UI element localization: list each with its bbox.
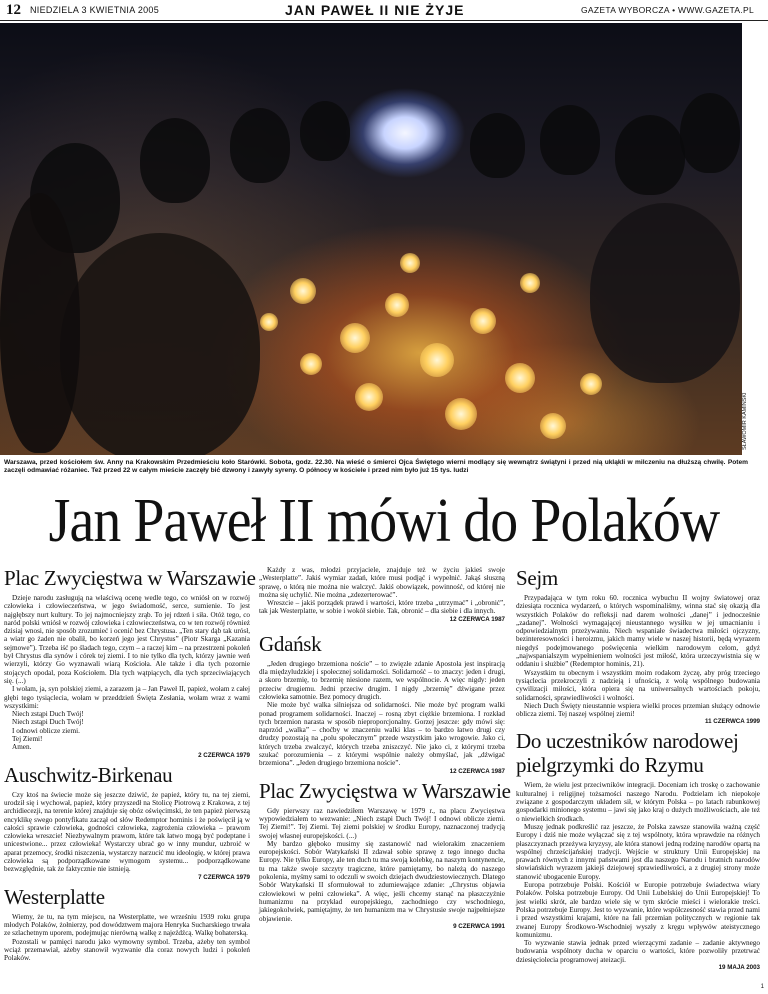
section-heading: Auschwitz-Birkenau — [4, 762, 173, 787]
quote-line: I odnowi oblicze ziemi. — [12, 726, 80, 735]
paragraph: Każdy z was, młodzi przyjaciele, znajduje też w życiu jakieś swoje „Westerplatte”. Jakiś wymiar zadań, które musi podjąć i wypełnić. Jakąś słuszną sprawę, o którą nie można nie walczyć. Jakiś obowiązek, powinność, od której nie można się uchylić. Nie można „zdezerterować”. — [259, 566, 505, 599]
section-heading: Do uczestników narodowej pielgrzymki do Rzymu — [516, 729, 739, 778]
section-title: JAN PAWEŁ II NIE ŻYJE — [285, 2, 465, 18]
speech-date: 9 CZERWCA 1991 — [453, 922, 505, 930]
paragraph: „Jeden drugiego brzemiona noście” – to zwięzłe zdanie Apostoła jest inspiracją dla międzyludzkiej i społecznej solidarności. Solidarność – to znaczy: jeden i drugi, a skoro brzemię, to brzemię niesione razem, we wspólnocie. A więc nigdy: jeden przeciw drugiemu. Jedni przeciw drugim. I nigdy „brzemię” dźwigane przez człowieka samotnie. Bez pomocy drugich. — [259, 659, 505, 701]
page-header — [0, 0, 768, 21]
speech-date: 12 CZERWCA 1987 — [449, 615, 505, 623]
page-tail-number: 1 — [760, 984, 764, 990]
paragraph: Gdy pierwszy raz nawiedziłem Warszawę w 1979 r., na placu Zwycięstwa wypowiedziałem to wezwanie: „Niech zstąpi Duch Twój! I odnowi oblicze ziemi. Tej Ziemi!”. Tej Ziemi. Tej ziemi polskiej w środku Europy, naznaczonej tradycją swojej własnej europejskości. (...) — [259, 806, 505, 840]
photo-caption: Warszawa, przed kościołem św. Anny na Krakowskim Przedmieściu koło Starówki. Sobota, godz. 22.30. Na wieść o śmierci Ojca Świętego wierni modlący się wewnątrz świątyni i przed nią ukląkli w milczeniu na dłuższą chwilę. Potem zaczęli odmawiać różaniec. Też przed 22 w całym mieście zaczęły bić dzwony i zawyły syreny. O północy w kościele i przed nim było już 15 tys. ludzi — [4, 459, 748, 475]
quote-line: Niech zstąpi Duch Twój! — [12, 710, 84, 719]
section-heading: Plac Zwycięstwa w Warszawie — [4, 566, 256, 590]
paragraph: Wreszcie – jakiś porządek prawd i wartości, które trzeba „utrzymać” i „obronić”, tak jak Westerplatte, w sobie i wokół siebie. Tak, obronić – dla siebie i dla innych. — [259, 599, 505, 616]
paragraph: Pozostali w pamięci narodu jako wymowny symbol. Trzeba, ażeby ten symbol wciąż przemawiał, ażeby stanowił wyzwanie dla coraz nowych ludzi i pokoleń Polaków. — [4, 937, 250, 963]
quote-line: Amen. — [12, 743, 32, 752]
column-1 — [4, 566, 256, 963]
paragraph: Dzieje narodu zasługują na właściwą ocenę wedle tego, co wniósł on w rozwój człowieka i człowieczeństwa, w jego świadomość, serce, sumienie. To jest najgłębszy nurt kultury. To jej najmocniejszy zrąb. To jej rdzeń i siła. Otóż tego, co naród polski wniósł w rozwój człowieka i człowieczeństwa, co w ten rozwój również dzisiaj wnosi, nie sposób zrozumieć i ocenić bez Chrystusa. „Ten stary dąb tak urósł, a wiatr go żaden nie obalił, bo korzeń jego jest Chrystus” (Piotr Skarga „Kazania sejmowe”). Trzeba iść po śladach tego, czym – a raczej kim – na przestrzeni pokoleń był Chrystus dla synów i córek tej ziemi. I to nie tylko dla tych, którzy jawnie weń wierzyli, którzy Go wyznawali wiarą Kościoła. Ale także i dla tych pozornie stojących opodal, poza Kościołem. Dla tych wątpiących, dla tych sprzeciwiających się. (...) — [4, 594, 250, 685]
paragraph: Nie może być walka silniejsza od solidarności. Nie może być program walki ponad programem solidarności. Inaczej – rosną zbyt ciężkie brzemiona. I rozkład tych brzemion narasta w sposób nieproporcjonalny. Gorzej jeszcze: gdy mówi się: naprzód „walka” – choćby w znaczeniu walki klas – to bardzo łatwo drugi czy drudzy pozostają na „polu społecznym” przede wszystkim jako wrogowie. Jako ci, których trzeba zwalczyć, których trzeba zniszczyć. Nie jako ci, z którymi trzeba szukać porozumienia – z którymi wspólnie należy obmyślać, jak „dźwigać brzemiona”. „Jeden drugiego brzemiona noście”. — [259, 701, 505, 768]
publication-source: GAZETA WYBORCZA • WWW.GAZETA.PL — [581, 5, 754, 15]
photo-credit: SŁAWOMIR KAMIŃSKI — [742, 392, 748, 450]
paragraph: Przypadająca w tym roku 60. rocznica wybuchu II wojny światowej oraz dziesiąta rocznica wydarzeń, o których wspominaliśmy, winna stać się okazją dla wszystkich Polaków do refleksji nad darem wolności „danej” i jednocześnie „zadanej”. Wolności wymagającej nieustannego wysiłku w jej umacnianiu i odpowiedzialnym przeżywaniu. Niech wspaniałe świadectwa miłości ojczyzny, bezinteresowności i heroizmu, jakich mamy wiele w naszej historii, będą wyrazem niegdyś podejmowanego poświęcenia wielkim narodowym celom, gdyż „najwspanialszym wypełnieniem wolności jest miłość, która urzeczywistnia się w oddaniu i służbie” (Redemptor hominis, 21). — [516, 594, 760, 669]
section-heading: Gdańsk — [259, 631, 322, 656]
issue-date: NIEDZIELA 3 KWIETNIA 2005 — [30, 5, 160, 15]
paragraph: Niech Duch Święty nieustannie wspiera wielki proces przemian służący odnowie oblicza ziemi. Tej naszej wspólnej ziemi! — [516, 701, 760, 719]
paragraph: Czy ktoś na świecie może się jeszcze dziwić, że papież, który tu, na tej ziemi, urodził się i wychował, papież, który przyszedł na Stolicę Piotrową z Krakowa, z tej archidiecezji, na terenie której znajduje się obóz oświęcimski, że ten papież pierwszą encyklikę swego pontyfikatu zaczął od słów Redemptor hominis i że poświęcił ją w całości sprawie człowieka, godności człowieka, zagrożenia człowieka – prawom człowieka wreszcie! Niezbywalnym prawom, które tak łatwo mogą być podeptane i unicestwione... przez człowieka! Wystarczy ubrać go w inny mundur, uzbroić w aparat przemocy, środki niszczenia, wystarczy narzucić mu ideologię, w której prawa człowieka są podporządkowane wymogom systemu... podporządkowane bezwzględnie, tak że faktycznie nie istnieją. — [4, 790, 250, 874]
column-2 — [259, 566, 511, 934]
speech-date: 19 MAJA 2003 — [718, 963, 760, 971]
paragraph: My bardzo głęboko musimy się zastanowić nad wielorakim znaczeniem europejskości. Sobór Watykański II zdawał sobie sprawę z tego innego ducha Europy. Nie tylko Europy, ale ten duch tu ma swoją kolebkę, na naszym kontynencie, tu ma także swoje szczyty tragiczne, które pamiętamy, bo należą do naszego pokolenia, myśmy sami to odczuli w swoich dziejach dwudziestowiecznych. Dlatego Sobór Watykański II sformułował to zdumiewające zdanie: „Chrystus objawia człowiekowi w pełni człowieka”. A więc, jeśli chcemy stanąć na płaszczyźnie humanizmu na przykład europejskiego, zachodniego czy wschodniego, jakiegokolwiek, pamiętajmy, że ten humanizm ma w Chrystusie swoje najpełniejsze objawienie. — [259, 839, 505, 923]
speech-date: 7 CZERWCA 1979 — [198, 873, 250, 881]
page-number: 12 — [6, 2, 21, 18]
paragraph: I wołam, ja, syn polskiej ziemi, a zarazem ja – Jan Paweł II, papież, wołam z całej głębi tego tysiąclecia, wołam w przeddzień Święta Zesłania, wołam wraz z wami wszystkimi: — [4, 685, 250, 710]
vigil-photo — [0, 23, 742, 455]
column-3 — [516, 566, 760, 975]
paragraph: Europa potrzebuje Polski. Kościół w Europie potrzebuje świadectwa wiary Polaków. Polska potrzebuje Europy. Od Unii Lubelskiej do Unii Europejskiej! To jest wielki skrót, ale bardzo wiele się w tym skrócie mieści i wielorakie treści. Polska potrzebuje Europy. Jest to wyzwanie, które współczesność stawia przed nami i przed wszystkimi krajami, które na fali przemian politycznych w regionie tak zwanej Europy Środkowo-Wschodniej wyszły z kręgu wpływów ateistycznego komunizmu. — [516, 881, 760, 939]
paragraph: Muszę jednak podkreślić raz jeszcze, że Polska zawsze stanowiła ważną część Europy i dziś nie może wyłączać się z tej wspólnoty, która wprawdzie na różnych płaszczyznach przeżywa kryzysy, ale która stanowi jedną rodzinę narodów opartą na wspólnej chrześcijańskiej tradycji. Wejście w struktury Unii Europejskiej na prawach równych z innymi państwami jest dla naszego Narodu i bratnich narodów słowiańskich wyrazem jakiejś dziejowej sprawiedliwości, a z drugiej strony może stanowić ubogacenie Europy. — [516, 822, 760, 881]
paragraph: To wyzwanie stawia jednak przed wierzącymi zadanie – zadanie aktywnego budowania wspólnoty ducha w oparciu o wartości, które pozwoliły przetrwać dziesięcioleciа programowej ateizacji. — [516, 939, 760, 964]
paragraph: Wszystkim tu obecnym i wszystkim moim rodakom życzę, aby próg trzeciego tysiąclecia przekroczyli z nadzieją i ufnością, z wolą wspólnego budowania cywilizacji miłości, która opiera się na uniwersalnych wartościach pokoju, solidarności, sprawiedliwości i wolności. — [516, 668, 760, 702]
speech-date: 12 CZERWCA 1987 — [449, 767, 505, 775]
paragraph: Wiemy, że tu, na tym miejscu, na Westerplatte, we wrześniu 1939 roku grupa młodych Polaków, żołnierzy, pod dowództwem majora Henryka Sucharskiego trwała ze szlachetnym uporem, podejmując nierówną walkę z najeźdźcą. Walkę bohaterską. — [4, 912, 250, 938]
quote-line: Niech zstąpi Duch Twój! — [12, 718, 84, 727]
article-title: Jan Paweł II mówi do Polaków — [48, 487, 720, 555]
speech-date: 2 CZERWCA 1979 — [198, 751, 250, 759]
section-heading: Plac Zwycięstwa w Warszawie — [259, 778, 511, 803]
section-heading: Westerplatte — [4, 884, 105, 909]
quote-line: Tej Ziemi! — [12, 735, 43, 744]
speech-date: 11 CZERWCA 1999 — [704, 718, 760, 726]
paragraph: Wiem, że wielu jest przeciwników integracji. Doceniam ich troskę o zachowanie kulturalnej i religijnej tożsamości naszego Narodu. Podzielam ich niepokoje związane z gospodarczym układem sił, w którym Polska – po latach rabunkowej gospodarki minionego systemu – jawi się jako kraj o dużych możliwościach, ale też o niewielkich środkach. — [516, 781, 760, 823]
section-heading: Sejm — [516, 566, 558, 590]
